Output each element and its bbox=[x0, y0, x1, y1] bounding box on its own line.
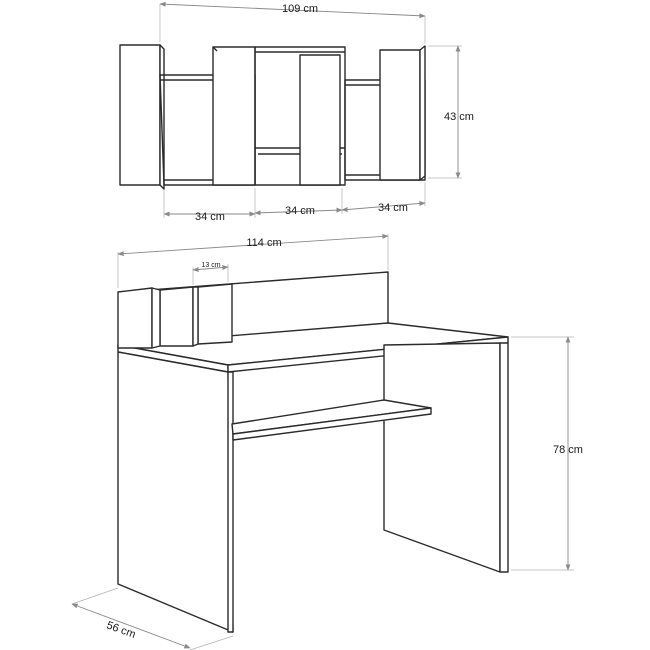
label-desk-depth: 56 cm bbox=[104, 619, 138, 641]
label-shelf-section-left: 34 cm bbox=[195, 211, 225, 223]
desk-compartment-1 bbox=[118, 288, 152, 348]
shelf-left-panel bbox=[120, 45, 160, 185]
desk-compartment-2 bbox=[160, 287, 193, 346]
label-shelf-section-middle: 34 cm bbox=[285, 205, 315, 217]
dim-desk-height bbox=[511, 337, 583, 570]
label-shelf-width: 109 cm bbox=[281, 3, 319, 15]
shelf-center-panel bbox=[300, 55, 340, 185]
label-desk-height: 78 cm bbox=[553, 444, 583, 456]
shelf-right-panel bbox=[380, 50, 420, 180]
label-shelf-section-right: 34 cm bbox=[378, 202, 408, 214]
desk bbox=[118, 272, 508, 632]
label-shelf-height: 43 cm bbox=[444, 111, 474, 123]
wall-shelf bbox=[120, 45, 425, 189]
dim-desk-compartment bbox=[193, 262, 228, 285]
label-desk-width: 114 cm bbox=[246, 237, 282, 249]
shelf-divider-left bbox=[213, 47, 255, 185]
desk-right-panel bbox=[384, 343, 500, 572]
dim-shelf-sections bbox=[164, 182, 425, 223]
desk-left-panel bbox=[118, 352, 233, 632]
label-desk-compartment: 13 cm bbox=[201, 262, 221, 269]
dim-shelf-width bbox=[160, 3, 425, 44]
dim-shelf-height bbox=[428, 46, 474, 178]
desk-compartment-3 bbox=[198, 284, 232, 344]
